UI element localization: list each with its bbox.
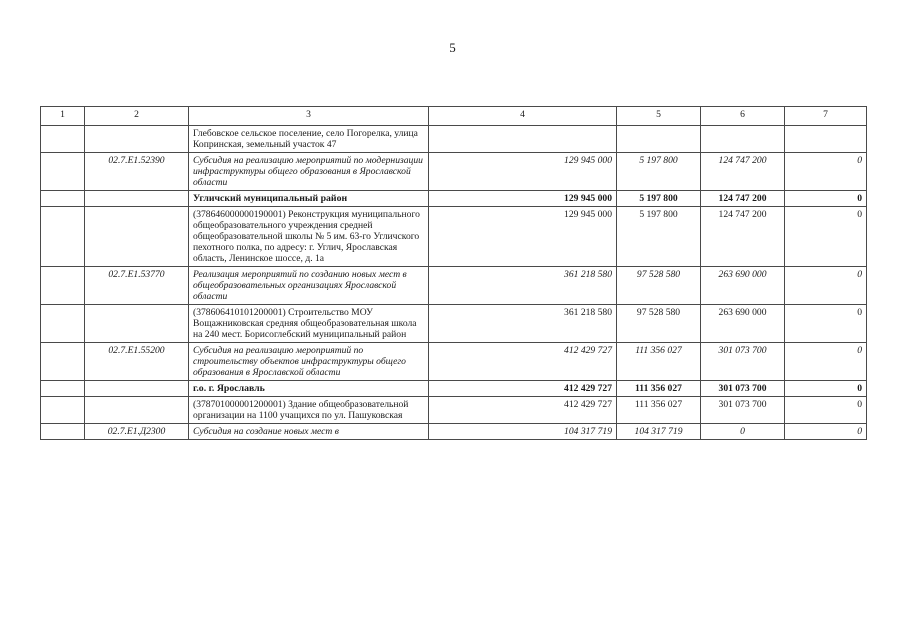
cell-name: Субсидия на создание новых мест в: [189, 424, 429, 440]
cell-amount-col7: 0: [785, 191, 867, 207]
cell-code: [85, 207, 189, 267]
cell-name: Субсидия на реализацию мероприятий по строительству объектов инфраструктуры общего образования в Ярославской области: [189, 343, 429, 381]
cell-name: Угличский муниципальный район: [189, 191, 429, 207]
page-number: 5: [449, 40, 456, 55]
cell-amount-col6: 263 690 000: [701, 267, 785, 305]
cell-name: г.о. г. Ярославль: [189, 381, 429, 397]
cell-amount-col5: 111 356 027: [617, 397, 701, 424]
cell-amount-total: 412 429 727: [429, 381, 617, 397]
cell-amount-col6: 124 747 200: [701, 191, 785, 207]
cell-name: Реализация мероприятий по созданию новых мест в общеобразовательных организациях Ярославской области: [189, 267, 429, 305]
table-row: [41, 343, 867, 381]
table-row: [41, 305, 867, 343]
cell-amount-col6: [701, 126, 785, 153]
cell-col-1: [41, 381, 85, 397]
cell-amount-col6: 301 073 700: [701, 397, 785, 424]
column-header: 6: [701, 107, 785, 126]
cell-amount-total: 129 945 000: [429, 207, 617, 267]
cell-amount-col6: 0: [701, 424, 785, 440]
cell-amount-total: [429, 126, 617, 153]
cell-amount-col5: 97 528 580: [617, 267, 701, 305]
cell-amount-col7: 0: [785, 267, 867, 305]
cell-col-1: [41, 153, 85, 191]
column-header: 3: [189, 107, 429, 126]
cell-amount-col5: 104 317 719: [617, 424, 701, 440]
cell-amount-col5: 111 356 027: [617, 343, 701, 381]
cell-col-1: [41, 424, 85, 440]
cell-amount-col7: 0: [785, 397, 867, 424]
table-header-row: [41, 107, 867, 126]
table-row: [41, 397, 867, 424]
cell-amount-total: 361 218 580: [429, 267, 617, 305]
cell-amount-col5: 111 356 027: [617, 381, 701, 397]
column-header: 1: [41, 107, 85, 126]
table-row: [41, 126, 867, 153]
cell-amount-total: 129 945 000: [429, 191, 617, 207]
cell-col-1: [41, 343, 85, 381]
cell-amount-total: 361 218 580: [429, 305, 617, 343]
cell-amount-total: 104 317 719: [429, 424, 617, 440]
cell-amount-col5: 97 528 580: [617, 305, 701, 343]
cell-code: [85, 397, 189, 424]
cell-amount-col7: 0: [785, 305, 867, 343]
table-row: [41, 153, 867, 191]
budget-table: [40, 106, 867, 440]
table-row: [41, 191, 867, 207]
cell-col-1: [41, 207, 85, 267]
cell-code: 02.7.E1.Д2300: [85, 424, 189, 440]
column-header: 7: [785, 107, 867, 126]
cell-amount-col7: 0: [785, 424, 867, 440]
cell-amount-col7: [785, 126, 867, 153]
cell-name: Субсидия на реализацию мероприятий по модернизации инфраструктуры общего образования в Ярославской области: [189, 153, 429, 191]
column-header: 5: [617, 107, 701, 126]
cell-name: (378701000001200001) Здание общеобразовательной организации на 1100 учащихся по ул. Пашуковская: [189, 397, 429, 424]
cell-col-1: [41, 267, 85, 305]
cell-amount-col7: 0: [785, 153, 867, 191]
column-header: 4: [429, 107, 617, 126]
cell-code: [85, 381, 189, 397]
cell-amount-col6: 124 747 200: [701, 207, 785, 267]
cell-code: [85, 305, 189, 343]
cell-amount-col7: 0: [785, 207, 867, 267]
cell-amount-col7: 0: [785, 381, 867, 397]
cell-code: 02.7.E1.52390: [85, 153, 189, 191]
cell-amount-col6: 301 073 700: [701, 343, 785, 381]
cell-col-1: [41, 191, 85, 207]
cell-name: (378646000000190001) Реконструкция муниципального общеобразовательного учреждения средней общеобразовательной школы № 5 им. 63-го Угличского пехотного полка, по адресу: г. Углич, Ярославская область, Ленинское шоссе, д. 1а: [189, 207, 429, 267]
cell-amount-total: 412 429 727: [429, 397, 617, 424]
cell-col-1: [41, 126, 85, 153]
table-row: [41, 207, 867, 267]
cell-amount-col6: 301 073 700: [701, 381, 785, 397]
table-row: [41, 424, 867, 440]
cell-code: 02.7.E1.53770: [85, 267, 189, 305]
cell-code: [85, 126, 189, 153]
cell-amount-col5: 5 197 800: [617, 207, 701, 267]
cell-code: [85, 191, 189, 207]
table-row: [41, 267, 867, 305]
cell-amount-col6: 124 747 200: [701, 153, 785, 191]
cell-name: Глебовское сельское поселение, село Погорелка, улица Копринская, земельный участок 47: [189, 126, 429, 153]
cell-amount-total: 129 945 000: [429, 153, 617, 191]
cell-amount-col7: 0: [785, 343, 867, 381]
cell-amount-col5: 5 197 800: [617, 191, 701, 207]
cell-amount-col6: 263 690 000: [701, 305, 785, 343]
table-body: [41, 126, 867, 440]
table-row: [41, 381, 867, 397]
cell-col-1: [41, 397, 85, 424]
cell-code: 02.7.E1.55200: [85, 343, 189, 381]
column-header: 2: [85, 107, 189, 126]
cell-col-1: [41, 305, 85, 343]
cell-amount-col5: [617, 126, 701, 153]
cell-name: (378606410101200001) Строительство МОУ Вощажниковская средняя общеобразовательная школа на 240 мест. Борисоглебский муниципальный район: [189, 305, 429, 343]
cell-amount-total: 412 429 727: [429, 343, 617, 381]
cell-amount-col5: 5 197 800: [617, 153, 701, 191]
